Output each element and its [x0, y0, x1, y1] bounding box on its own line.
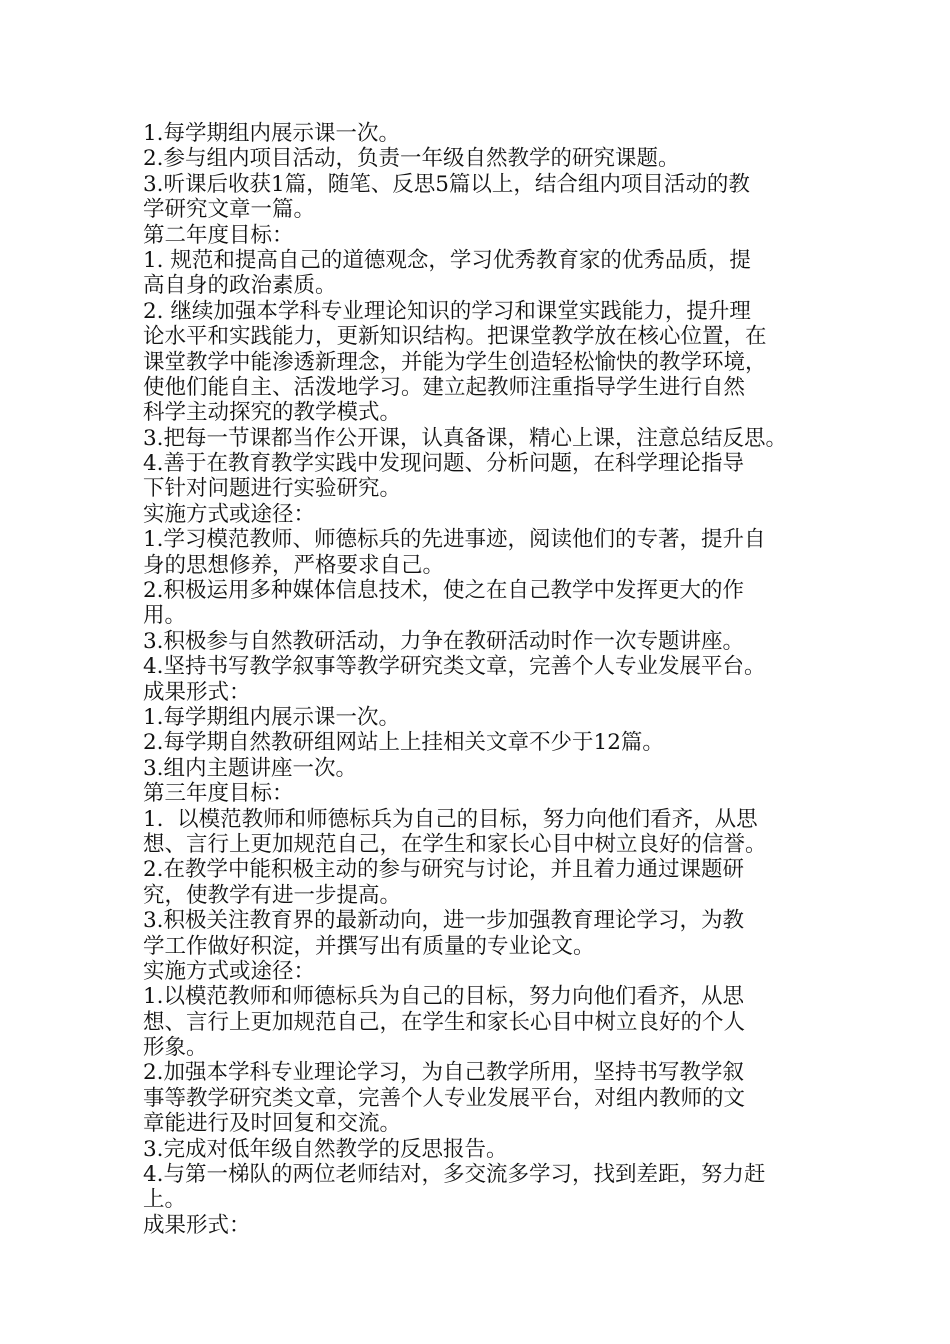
- text-line: 4.坚持书写教学叙事等教学研究类文章，完善个人专业发展平台。: [143, 654, 766, 680]
- text-line: 学工作做好积淀，并撰写出有质量的专业论文。: [143, 933, 595, 959]
- text-line: 2.参与组内项目活动，负责一年级自然教学的研究课题。: [143, 146, 680, 172]
- text-line: 第二年度目标：: [143, 222, 294, 248]
- text-line: 高自身的政治素质。: [143, 273, 337, 299]
- text-line: 事等教学研究类文章，完善个人专业发展平台，对组内教师的文: [143, 1085, 746, 1111]
- text-line: 实施方式或途径：: [143, 501, 316, 527]
- text-line: 4.善于在教育教学实践中发现问题、分析问题，在科学理论指导: [143, 451, 745, 477]
- text-line: 1. 规范和提高自己的道德观念，学习优秀教育家的优秀品质，提: [143, 247, 751, 273]
- text-line: 3.听课后收获1篇，随笔、反思5篇以上，结合组内项目活动的教: [143, 171, 750, 197]
- text-line: 成果形式：: [143, 679, 251, 705]
- text-line: 科学主动探究的教学模式。: [143, 400, 402, 426]
- text-line: 上。: [143, 1187, 187, 1213]
- text-line: 3.把每一节课都当作公开课，认真备课，精心上课，注意总结反思。: [143, 425, 788, 451]
- text-line: 成果形式：: [143, 1212, 251, 1238]
- text-line: 1.每学期组内展示课一次。: [143, 121, 401, 146]
- text-line: 想、言行上更加规范自己，在学生和家长心目中树立良好的个人: [143, 1009, 746, 1035]
- document-body: [143, 121, 828, 1238]
- text-line: 想、言行上更加规范自己，在学生和家长心目中树立良好的信誉。: [143, 831, 767, 857]
- text-line: 3.积极参与自然教研活动，力争在教研活动时作一次专题讲座。: [143, 628, 745, 654]
- text-line: 形象。: [143, 1035, 208, 1061]
- text-line: 1.学习模范教师、师德标兵的先进事迹，阅读他们的专著，提升自: [143, 527, 766, 553]
- text-line: 1.每学期组内展示课一次。: [143, 704, 401, 730]
- text-line: 实施方式或途径：: [143, 958, 316, 984]
- text-line: 第三年度目标：: [143, 781, 294, 807]
- text-line: 1.以模范教师和师德标兵为自己的目标，努力向他们看齐，从思: [143, 984, 745, 1010]
- text-line: 学研究文章一篇。: [143, 197, 316, 223]
- text-line: 课堂教学中能渗透新理念，并能为学生创造轻松愉快的教学环境，: [143, 349, 767, 375]
- text-line: 2.加强本学科专业理论学习，为自己教学所用，坚持书写教学叙: [143, 1060, 745, 1086]
- text-line: 章能进行及时回复和交流。: [143, 1111, 402, 1137]
- text-line: 2.每学期自然教研组网站上上挂相关文章不少于12篇。: [143, 730, 664, 756]
- text-line: 4.与第一梯队的两位老师结对，多交流多学习，找到差距，努力赶: [143, 1162, 766, 1188]
- text-line: 究，使教学有进一步提高。: [143, 882, 402, 908]
- text-line: 2. 继续加强本学科专业理论知识的学习和课堂实践能力，提升理: [143, 298, 751, 324]
- text-line: 2.在教学中能积极主动的参与研究与讨论，并且着力通过课题研: [143, 857, 745, 883]
- text-line: 2.积极运用多种媒体信息技术，使之在自己教学中发挥更大的作: [143, 578, 745, 604]
- text-line: 身的思想修养，严格要求自己。: [143, 552, 445, 578]
- text-line: 3.积极关注教育界的最新动向，进一步加强教育理论学习，为教: [143, 908, 745, 934]
- text-line: 下针对问题进行实验研究。: [143, 476, 402, 502]
- text-line: 3.完成对低年级自然教学的反思报告。: [143, 1136, 508, 1162]
- text-line: 用。: [143, 603, 187, 629]
- text-line: 1. 以模范教师和师德标兵为自己的目标，努力向他们看齐，从思: [143, 806, 758, 832]
- text-line: 3.组内主题讲座一次。: [143, 755, 358, 781]
- text-line: 使他们能自主、活泼地学习。建立起教师注重指导学生进行自然: [143, 374, 746, 400]
- text-line: 论水平和实践能力，更新知识结构。把课堂教学放在核心位置，在: [143, 324, 767, 350]
